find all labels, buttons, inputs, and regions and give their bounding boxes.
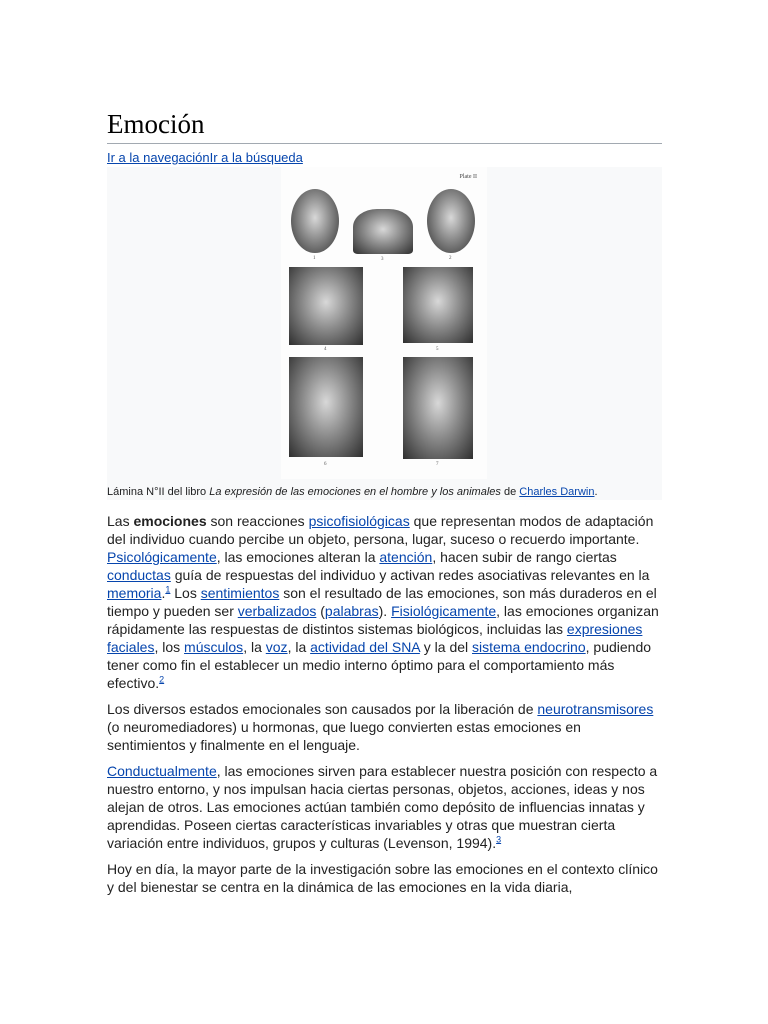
text: son el resultado de las emociones, son más duraderos en el tiempo y pueden ser [107,585,657,619]
photo-3 [353,209,413,254]
text: , las emociones organizan rápidamente las respuestas de distintos sistemas biológicos, incluidas las [107,603,659,637]
link-sentimientos[interactable]: sentimientos [200,585,280,601]
caption-text: de [500,486,520,498]
reference-2[interactable]: 2 [159,674,165,685]
photo-5 [403,267,473,343]
link-atencion[interactable]: atención [379,549,433,565]
text: son reacciones [206,513,309,529]
link-fisiologicamente[interactable]: Fisiológicamente [391,603,497,619]
link-conductualmente[interactable]: Conductualmente [107,763,217,779]
photo-number: 3 [381,257,384,262]
caption-text: . [594,486,598,498]
link-musculos[interactable]: músculos [184,639,244,655]
text: Hoy en día, la mayor parte de la investigación sobre las emociones en el contexto clínico y del bienestar se centra en la dinámica de las emociones en la vida diaria, [107,861,658,895]
text: ( [316,603,325,619]
text: , las emociones alteran la [216,549,380,565]
photo-number: 1 [313,256,316,261]
page-title: Emoción [107,108,662,144]
photo-2 [427,189,475,253]
photo-4 [289,267,363,345]
caption-text: Lámina N°II del libro [107,486,210,498]
jump-to-navigation-link[interactable]: Ir a la navegación [107,150,210,165]
jump-to-search-link[interactable]: Ir a la búsqueda [209,150,303,165]
link-psicofisiologicas[interactable]: psicofisiológicas [308,513,410,529]
reference-1[interactable]: 1 [165,584,171,595]
text: Las [107,513,134,529]
text: , los [154,639,185,655]
text: ). [378,603,392,619]
figure-caption [107,485,662,499]
paragraph-conductualmente [107,762,662,852]
photo-1 [291,189,339,253]
link-palabras[interactable]: palabras [324,603,379,619]
jump-links [107,150,662,165]
text: (o neuromediadores) u hormonas, que luego convierten estas emociones en sentimientos y finalmente en el lenguaje. [107,719,581,753]
plate-label: Plate II [459,174,477,180]
text: , pudiendo tener como fin el establecer un medio interno óptimo para el comportamiento más efectivo. [107,639,652,691]
reference-3[interactable]: 3 [496,834,502,845]
caption-book-title: La expresión de las emociones en el hombre y los animales [209,486,501,498]
charles-darwin-link[interactable]: Charles Darwin [519,486,595,498]
link-expresiones-faciales[interactable]: expresiones faciales [107,621,643,655]
text: , la [287,639,311,655]
article [107,108,662,904]
bold-term: emociones [133,513,207,529]
text: Los [170,585,201,601]
paragraph-neurotransmisores [107,700,662,754]
darwin-plate-image[interactable] [281,167,487,479]
link-psicologicamente[interactable]: Psicológicamente [107,549,217,565]
text: , las emociones sirven para establecer nuestra posición con respecto a nuestro entorno, y nos impulsan hacia ciertas personas, objetos, acciones, ideas y nos alejan de otros. Las emociones actúan también como depósito de influencias innatas y aprendidas. Poseen ciertas características invariables y otras que muestran cierta variación entre individuos, grupos y culturas (Levenson, 1994). [107,763,658,851]
photo-number: 6 [324,462,327,467]
text: , la [243,639,266,655]
photo-number: 7 [436,462,439,467]
text: y la del [419,639,473,655]
link-verbalizados[interactable]: verbalizados [237,603,317,619]
link-memoria[interactable]: memoria [107,585,162,601]
photo-7 [403,357,473,459]
link-voz[interactable]: voz [265,639,288,655]
link-neurotransmisores[interactable]: neurotransmisores [537,701,654,717]
photo-number: 5 [436,347,439,352]
text: Los diversos estados emocionales son causados por la liberación de [107,701,538,717]
text: , hacen subir de rango ciertas [432,549,617,565]
photo-6 [289,357,363,457]
article-body [107,512,662,896]
link-actividad-sna[interactable]: actividad del SNA [310,639,420,655]
figure-thumb [107,167,662,500]
text: . [161,585,166,601]
text: que representan modos de adaptación del individuo cuando percibe un objeto, persona, lugar, suceso o recuerdo importante. [107,513,654,547]
paragraph-investigacion [107,860,662,896]
paragraph-intro [107,512,662,692]
link-conductas[interactable]: conductas [107,567,171,583]
photo-number: 4 [324,347,327,352]
text: guía de respuestas del individuo y activan redes asociativas relevantes en la [170,567,650,583]
photo-number: 2 [449,256,452,261]
link-sistema-endocrino[interactable]: sistema endocrino [472,639,586,655]
